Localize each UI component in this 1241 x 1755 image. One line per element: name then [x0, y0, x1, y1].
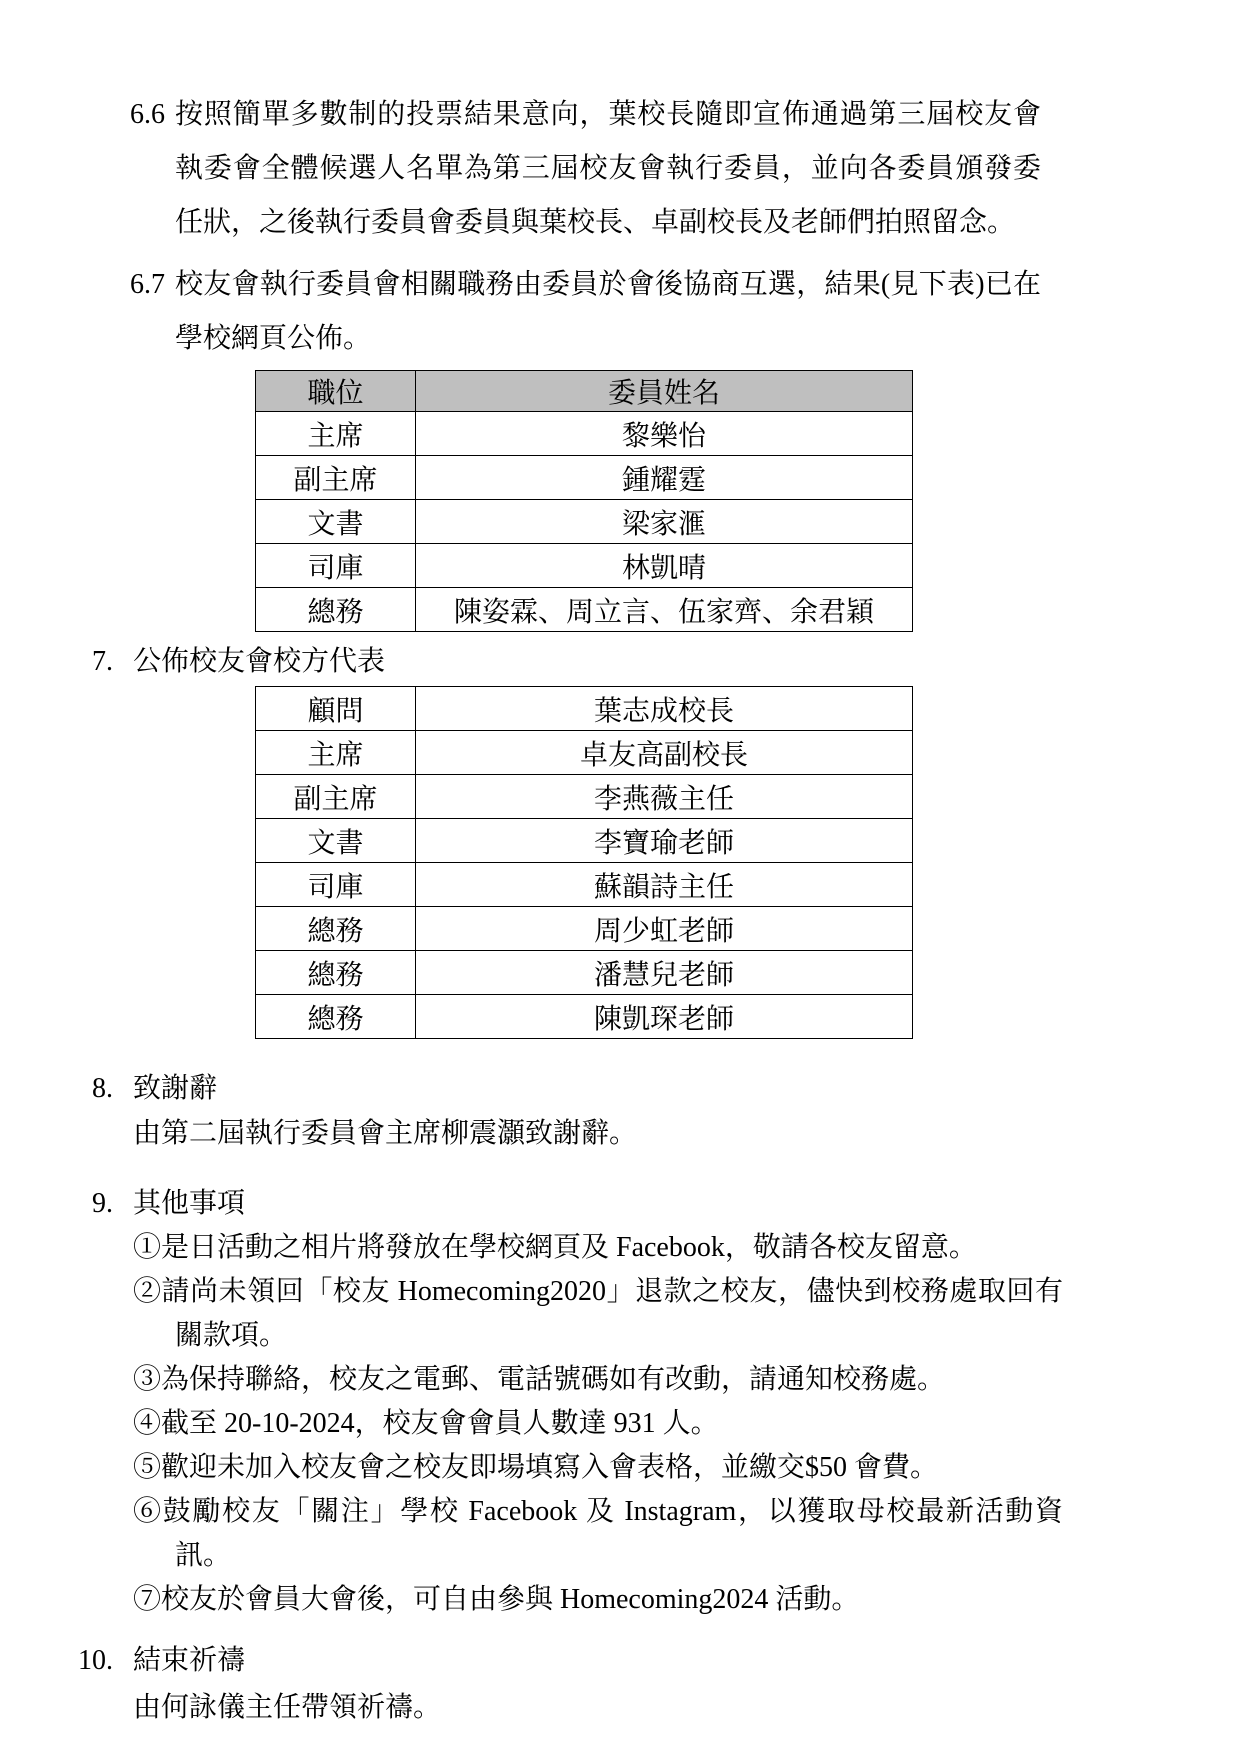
section-8-body: 由第二屆執行委員會主席柳震灝致謝辭。: [133, 1118, 638, 1149]
note-item: ②請尚未領回「校友 Homecoming2020」退款之校友，儘快到校務處取回有關款項。: [133, 1276, 1063, 1351]
section-8-title: 致謝辭: [133, 1073, 218, 1104]
name-cell: 鍾耀霆: [416, 456, 913, 500]
role-cell: 文書: [256, 500, 416, 544]
table-row: [256, 863, 913, 907]
section-9-heading: [58, 1181, 1181, 1226]
role-cell: 副主席: [256, 775, 416, 819]
section-6-6: [130, 88, 1181, 250]
table-row: [256, 588, 913, 632]
section-8-number: 8.: [92, 1073, 113, 1104]
section-9-number: 9.: [92, 1188, 113, 1219]
section-7-title: 公佈校友會校方代表: [133, 646, 386, 677]
role-cell: 司庫: [256, 863, 416, 907]
role-cell: 總務: [256, 951, 416, 995]
name-cell: 蘇韻詩主任: [416, 863, 913, 907]
name-cell: 林凱晴: [416, 544, 913, 588]
section-6-7-number: 6.7: [130, 269, 165, 300]
section-6-6-number: 6.6: [130, 99, 165, 130]
table-row: [256, 819, 913, 863]
role-cell: 總務: [256, 588, 416, 632]
note-item: ③為保持聯絡，校友之電郵、電話號碼如有改動，請通知校務處。: [133, 1364, 946, 1395]
table-row: [256, 412, 913, 456]
section-8-heading: [58, 1069, 1181, 1109]
section-10-number: 10.: [78, 1645, 113, 1676]
table-row: [256, 775, 913, 819]
note-item: ④截至 20-10-2024，校友會會員人數達 931 人。: [133, 1408, 719, 1439]
name-cell: 梁家滙: [416, 500, 913, 544]
note-item: ⑦校友於會員大會後，可自由參與 Homecoming2024 活動。: [133, 1584, 860, 1615]
role-cell: 主席: [256, 412, 416, 456]
section-6-7: [130, 258, 1181, 366]
name-cell: 黎樂怡: [416, 412, 913, 456]
committee-table-header-name: 委員姓名: [416, 371, 913, 412]
section-10-title: 結束祈禱: [133, 1645, 246, 1676]
table-row: [256, 907, 913, 951]
section-10-body: 由何詠儀主任帶領祈禱。: [133, 1692, 442, 1723]
name-cell: 周少虹老師: [416, 907, 913, 951]
section-7-number: 7.: [92, 646, 113, 677]
table-row: [256, 731, 913, 775]
school-representatives-table: [255, 686, 913, 1039]
name-cell: 陳凱琛老師: [416, 995, 913, 1039]
role-cell: 總務: [256, 907, 416, 951]
note-item: ①是日活動之相片將發放在學校網頁及 Facebook，敬請各校友留意。: [133, 1232, 977, 1263]
role-cell: 顧問: [256, 687, 416, 731]
role-cell: 文書: [256, 819, 416, 863]
name-cell: 陳姿霖、周立言、伍家齊、余君穎: [416, 588, 913, 632]
section-9-title: 其他事項: [133, 1188, 246, 1219]
table-row: [256, 544, 913, 588]
role-cell: 副主席: [256, 456, 416, 500]
name-cell: 李燕薇主任: [416, 775, 913, 819]
section-9-notes: [133, 1226, 1063, 1622]
section-6-6-text: 按照簡單多數制的投票結果意向，葉校長隨即宣佈通過第三屆校友會執委會全體候選人名單為第三屆校友會執行委員，並向各委員頒發委任狀，之後執行委員會委員與葉校長、卓副校長及老師們拍照留念。: [175, 99, 1041, 238]
section-10-heading: [58, 1638, 1181, 1683]
role-cell: 司庫: [256, 544, 416, 588]
name-cell: 卓友高副校長: [416, 731, 913, 775]
note-item: ⑤歡迎未加入校友會之校友即場填寫入會表格，並繳交$50 會費。: [133, 1452, 939, 1483]
note-item: ⑥鼓勵校友「關注」學校 Facebook 及 Instagram，以獲取母校最新活動資訊。: [133, 1496, 1063, 1571]
table-row: [256, 500, 913, 544]
name-cell: 李寶瑜老師: [416, 819, 913, 863]
table-row: [256, 995, 913, 1039]
role-cell: 總務: [256, 995, 416, 1039]
role-cell: 主席: [256, 731, 416, 775]
committee-table: [255, 370, 913, 632]
section-7-heading: [58, 642, 1181, 682]
name-cell: 潘慧兒老師: [416, 951, 913, 995]
committee-table-header-position: 職位: [256, 371, 416, 412]
table-row: [256, 687, 913, 731]
name-cell: 葉志成校長: [416, 687, 913, 731]
section-6-7-text: 校友會執行委員會相關職務由委員於會後協商互選，結果(見下表)已在學校網頁公佈。: [175, 269, 1041, 354]
table-row: [256, 456, 913, 500]
table-row: [256, 951, 913, 995]
committee-table-header-row: [256, 371, 913, 412]
